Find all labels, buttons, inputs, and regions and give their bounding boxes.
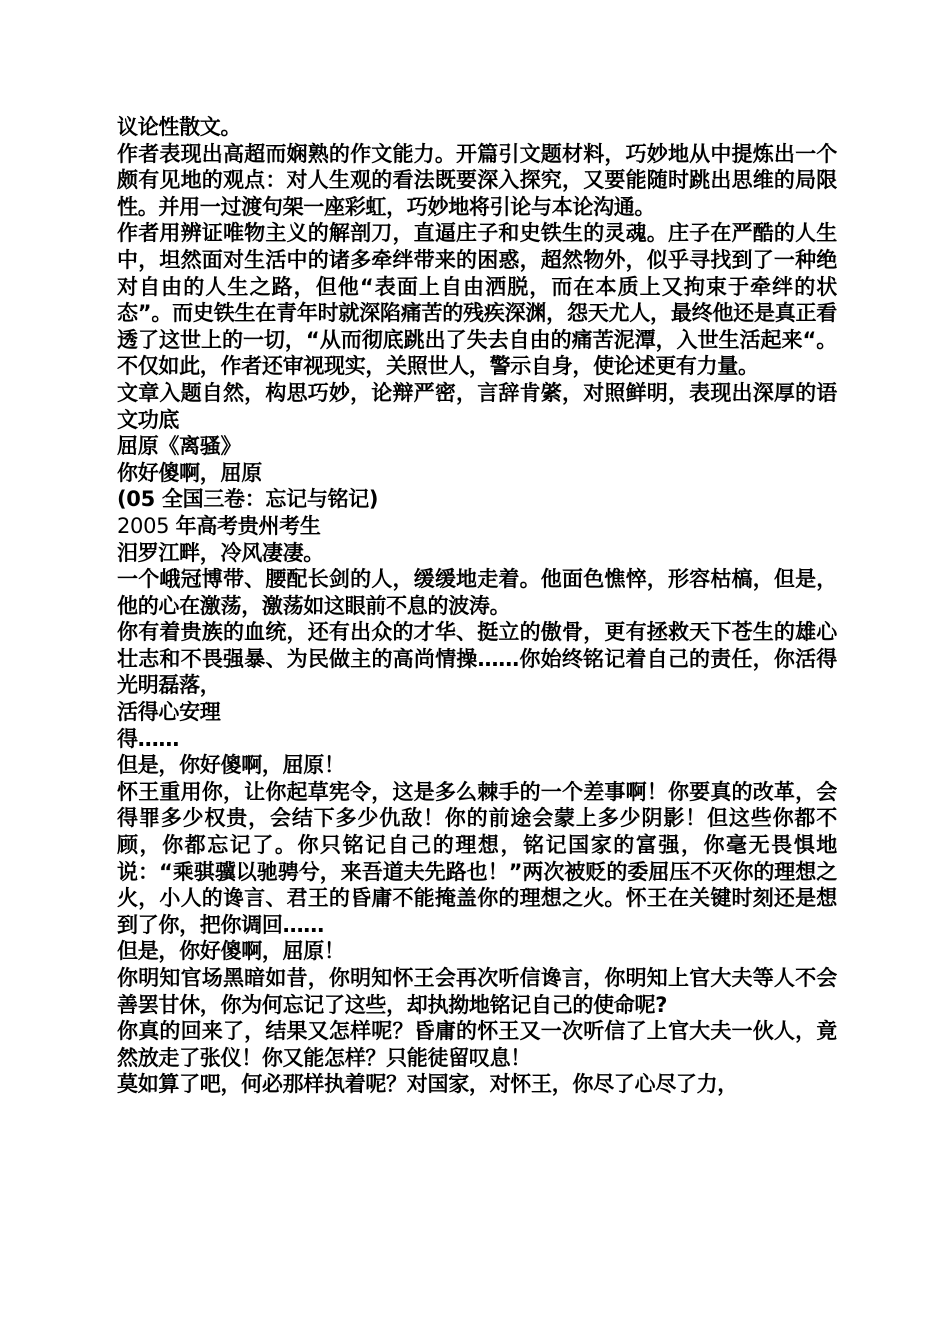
paragraph-14: 但是，你好傻啊，屈原！ <box>117 753 345 778</box>
paragraph-4: 文章入题自然，构思巧妙，论辩严密，言辞肯綮，对照鲜明，表现出深厚的语文功底 <box>117 380 837 432</box>
year-text: 2005 <box>117 513 176 538</box>
author-text: 年高考贵州考生 <box>175 513 321 538</box>
paragraph-8 <box>117 513 837 540</box>
paragraph-11: 你有着贵族的血统，还有出众的才华、挺立的傲骨，更有拯救天下苍生的雄心壮志和不畏强暴、为民做主的高尚情操……你始终铭记着自己的责任，你活得光明磊落， <box>117 620 837 698</box>
paragraph-9: 汨罗江畔，冷风凄凄。 <box>117 540 324 565</box>
paragraph-18: 你真的回来了，结果又怎样呢？昏庸的怀王又一次听信了上官大夫一伙人，竟然放走了张仪！你又能怎样？只能徒留叹息！ <box>117 1019 837 1070</box>
paragraph-6: 你好傻啊，屈原 <box>117 460 262 485</box>
paragraph-15: 怀王重用你，让你起草宪令，这是多么棘手的一个差事啊！你要真的改革，会得罪多少权贵，会结下多少仇敌！你的前途会蒙上多少阴影！但这些你都不顾，你都忘记了。你只铭记自己的理想，铭记国家的富强，你毫无畏惧地说：“乘骐骥以驰骋兮，来吾道夫先路也！”两次被贬的委屈压不灭你的理想之火，小人的谗言、君王的昏庸不能掩盖你的理想之火。怀王在关键时刻还是想到了你，把你调回…… <box>117 779 837 937</box>
paragraph-16: 但是，你好傻啊，屈原！ <box>117 939 345 964</box>
paragraph-5: 屈原《离骚》 <box>117 434 242 459</box>
paragraph-13: 得…… <box>117 726 180 751</box>
paragraph-7: (05 全国三卷：忘记与铭记) <box>117 487 379 512</box>
paragraph-3: 作者用辨证唯物主义的解剖刀，直逼庄子和史铁生的灵魂。庄子在严酷的人生中，坦然面对生活中的诸多牵绊带来的困惑，超然物外，似乎寻找到了一种绝对自由的人生之路，但他“表面上自由洒脱，而在本质上又拘束于牵绊的状态”。而史铁生在青年时就深陷痛苦的残疾深渊，怨天尤人，最终他还是真正看透了这世上的一切，“从而彻底跳出了失去自由的痛苦泥潭，入世生活起来“。不仅如此，作者还审视现实，关照世人，警示自身，使论述更有力量。 <box>117 221 837 379</box>
paragraph-17: 你明知官场黑暗如昔，你明知怀王会再次听信谗言，你明知上官大夫等人不会善罢甘休，你为何忘记了这些，却执拗地铭记自己的使命呢? <box>117 966 837 1017</box>
document-body <box>117 114 837 1098</box>
paragraph-12: 活得心安理 <box>117 700 221 725</box>
paragraph-19: 莫如算了吧，何必那样执着呢？对国家，对怀王，你尽了心尽了力， <box>117 1072 738 1097</box>
paragraph-1: 议论性散文。 <box>117 115 242 139</box>
paragraph-10: 一个峨冠博带、腰配长剑的人，缓缓地走着。他面色憔悴，形容枯槁，但是，他的心在激荡，激荡如这眼前不息的波涛。 <box>117 567 837 618</box>
paragraph-2: 作者表现出高超而娴熟的作文能力。开篇引文题材料，巧妙地从中提炼出一个颇有见地的观点：对人生观的看法既要深入探究，又要能随时跳出思维的局限性。并用一过渡句架一座彩虹，巧妙地将引论与本论沟通。 <box>117 141 837 219</box>
